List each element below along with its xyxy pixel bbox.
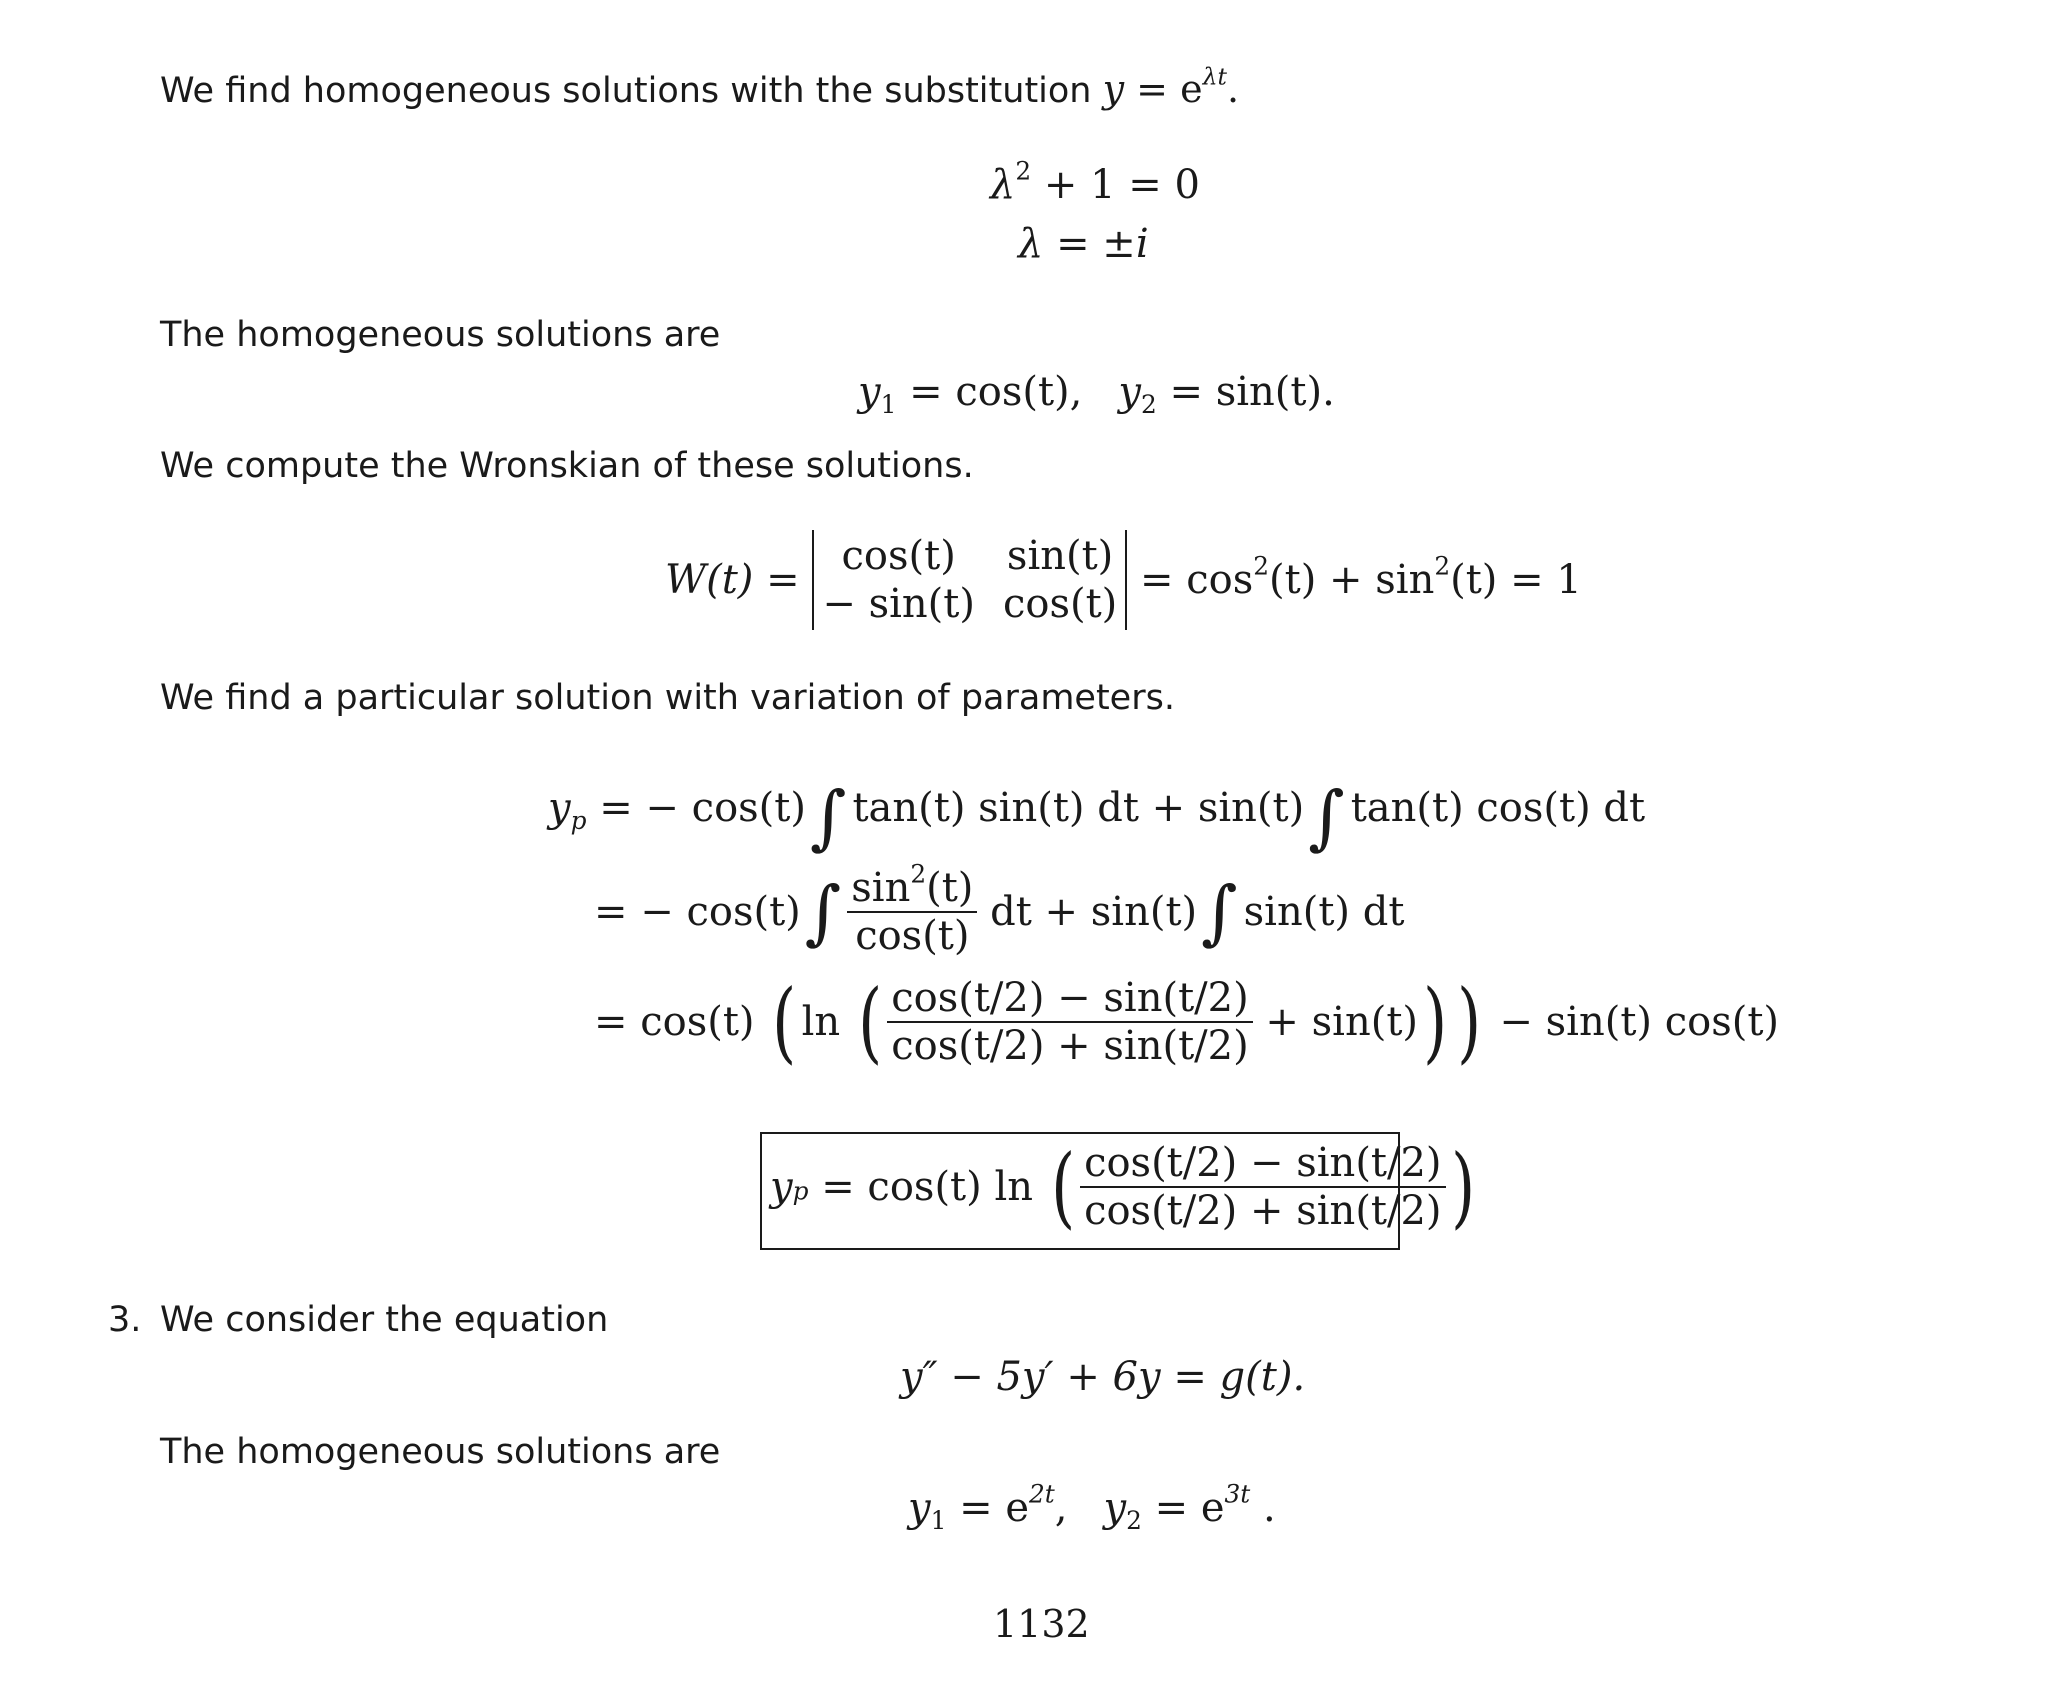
wronskian-lhs: W(t) = [665, 557, 800, 603]
h2-y2-exp: 3t [1224, 1479, 1251, 1509]
boxed-denominator: cos(t/2) + sin(t/2) [1084, 1188, 1442, 1234]
h2-y2-label: y [1103, 1485, 1127, 1531]
h2-y2-rhs: = e [1141, 1485, 1225, 1531]
line3-a: = cos(t) [594, 999, 755, 1045]
boxed-yp-label: y [770, 1164, 793, 1210]
homog-solutions-label-2: The homogeneous solutions are [160, 1432, 721, 1472]
wronskian-sq2: 2 [1434, 551, 1451, 581]
line2-b: dt + sin(t) [977, 889, 1198, 935]
subst-exponent: λt [1202, 62, 1227, 91]
item-3-intro: We consider the equation [160, 1300, 609, 1340]
variation-intro: We find a particular solution with variation of parameters. [160, 678, 1175, 718]
wronskian-rhs-3: (t) = 1 [1450, 557, 1582, 603]
line1-a: = − cos(t) [586, 785, 806, 831]
wronskian-determinant [812, 530, 1127, 630]
line3-denominator: cos(t/2) + sin(t/2) [891, 1023, 1249, 1069]
yp-sub: p [570, 805, 587, 835]
line2-c: sin(t) dt [1243, 889, 1405, 935]
y2-sub: 2 [1140, 389, 1157, 419]
y1-label: y [858, 369, 881, 415]
line2-num: sin [851, 865, 911, 911]
line1-b: tan(t) sin(t) dt + sin(t) [852, 785, 1305, 831]
boxed-numerator: cos(t/2) − sin(t/2) [1080, 1140, 1445, 1188]
det-a: cos(t) [841, 533, 956, 579]
y2-label: y [1118, 369, 1141, 415]
det-d: cos(t) [1002, 581, 1118, 627]
item-3-number: 3. [108, 1300, 142, 1340]
roots-i: i [1135, 221, 1149, 267]
y1-rhs: = cos(t), [896, 369, 1083, 415]
line1-c: tan(t) cos(t) dt [1350, 785, 1646, 831]
substitution-formula [1102, 62, 1240, 111]
subst-eq: = e [1124, 67, 1203, 111]
char-rest: + 1 = 0 [1031, 162, 1200, 208]
wronskian-equation [665, 530, 1582, 630]
line2-fraction [847, 859, 977, 959]
h2-y1-label: y [908, 1485, 931, 1531]
line3-ln: ln [801, 999, 841, 1045]
yp-derivation-line-2: = − cos(t)∫ $\frac{\sin^2(t)}{\cos(t)}$ dt + sin(t)∫ sin(t) dt [594, 859, 1405, 959]
y2-rhs: = sin(t). [1156, 369, 1335, 415]
line3-b: + sin(t) [1265, 999, 1419, 1045]
line3-fraction [887, 975, 1252, 1069]
wronskian-rhs [1139, 551, 1582, 603]
wronskian-rhs-1: = cos [1139, 557, 1254, 603]
page-number: 1132 [993, 1602, 1090, 1646]
h2-y1-rhs: = e [946, 1485, 1030, 1531]
characteristic-roots [1018, 221, 1149, 267]
ode-equation: y″ − 5y′ + 6y = g(t). [900, 1354, 1306, 1400]
char-square: 2 [1015, 156, 1032, 186]
char-lambda: λ [990, 162, 1016, 208]
intro-text: We find homogeneous solutions with the substitution [160, 71, 1092, 111]
boxed-fraction [1080, 1140, 1445, 1234]
subst-y: y [1102, 67, 1125, 111]
h2-y1-end: , [1054, 1485, 1068, 1531]
roots-eq: = ± [1043, 221, 1136, 267]
h2-y2-end: . [1250, 1485, 1276, 1531]
yp-derivation-line-1: $y_p$ = − cos(t)∫ tan(t) sin(t) dt + sin(t)∫ tan(t) cos(t) dt [548, 775, 1646, 858]
h2-y1-exp: 2t [1029, 1479, 1055, 1509]
line2-a: = − cos(t) [594, 889, 801, 935]
subst-end: . [1226, 67, 1240, 111]
y1-sub: 1 [880, 389, 897, 419]
yp-label: y [548, 785, 571, 831]
roots-lambda: λ [1018, 221, 1044, 267]
line3-c: − sin(t) cos(t) [1499, 999, 1780, 1045]
homog-solutions-1 [858, 369, 1335, 419]
line2-denominator: cos(t) [855, 913, 970, 959]
det-b: sin(t) [1006, 533, 1114, 579]
yp-derivation-line-3: = cos(t) ( ln ( $\frac{\cos(t/2) - \sin(t/2)}{\cos(t/2) + \sin(t/2)}$ + sin(t)) ) − sin(t) cos(t) [594, 970, 1780, 1073]
homog-solutions-2 [908, 1479, 1276, 1535]
h2-y1-sub: 1 [930, 1505, 947, 1535]
wronskian-rhs-2: (t) + sin [1269, 557, 1435, 603]
wronskian-intro: We compute the Wronskian of these solutions. [160, 446, 974, 486]
line2-num-end: (t) [926, 865, 974, 911]
boxed-result-formula: yp = cos(t) ln ( $\frac{\cos(t/2) - \sin(t/2)}{\cos(t/2) + \sin(t/2)}$ ) [770, 1135, 1475, 1238]
line2-numerator [847, 859, 977, 913]
wronskian-sq1: 2 [1253, 551, 1270, 581]
homog-solutions-label-1: The homogeneous solutions are [160, 315, 721, 355]
boxed-yp-sub: p [792, 1176, 809, 1206]
line2-num-sq: 2 [910, 859, 927, 889]
det-c: − sin(t) [822, 581, 975, 627]
h2-y2-sub: 2 [1126, 1505, 1142, 1535]
intro-paragraph [160, 62, 1240, 111]
boxed-rhs: = cos(t) ln [808, 1164, 1033, 1210]
characteristic-equation [990, 156, 1200, 208]
line3-numerator: cos(t/2) − sin(t/2) [887, 975, 1252, 1023]
